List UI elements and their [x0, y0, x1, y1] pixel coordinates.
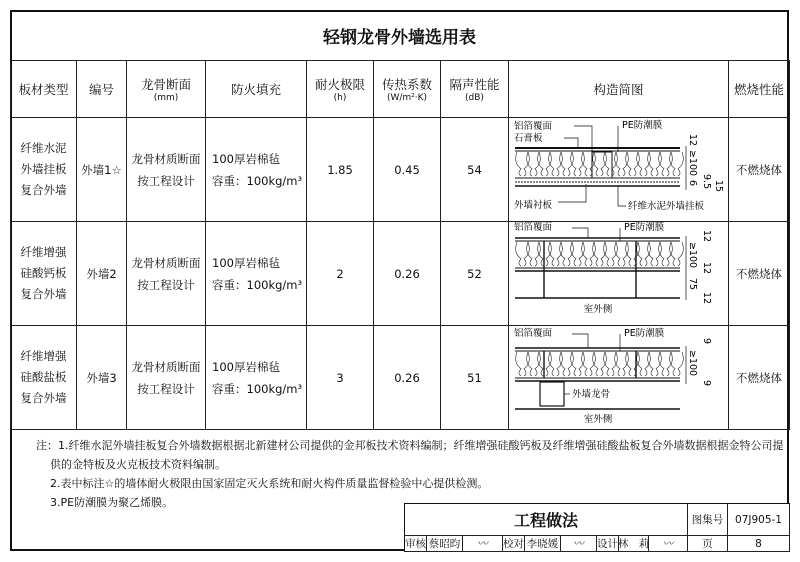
- diagram-label: PE防潮膜: [621, 120, 662, 131]
- cell-line: 容重：100kg/m³: [212, 277, 303, 292]
- cell-line: 纤维增强: [20, 245, 67, 259]
- header-label: 防火填充: [230, 82, 281, 97]
- column-header: [509, 61, 729, 118]
- header-unit: (W/m²·K): [386, 93, 428, 103]
- header-label: 板材类型: [18, 82, 69, 97]
- header-label: 龙骨断面: [140, 77, 191, 92]
- diagram-label: 石膏板: [513, 133, 543, 144]
- diagram-label: 9.5: [700, 174, 712, 190]
- heat-transfer: 0.26: [374, 222, 441, 326]
- diagram-label: 室外侧: [583, 304, 612, 315]
- check-label: 校对: [503, 538, 524, 550]
- atlas-label: 图集号: [688, 504, 728, 536]
- column-header: [441, 61, 509, 118]
- diagram-label: ≥100: [686, 242, 698, 269]
- column-header: [127, 61, 206, 118]
- page-label: 页: [688, 536, 728, 552]
- table-row: [11, 326, 790, 430]
- cell-line: 纤维水泥: [20, 141, 67, 155]
- cell-line: 硅酸盐板: [20, 370, 67, 384]
- construction-diagram-cell: [509, 326, 729, 430]
- cell-line: 复合外墙: [20, 183, 67, 197]
- construction-diagram-cell: [509, 222, 729, 326]
- notes: [36, 436, 786, 512]
- design-label: 设计: [597, 538, 618, 550]
- diagram-label: PE防潮膜: [623, 222, 664, 233]
- atlas-number: 07J905-1: [728, 504, 790, 536]
- page-number: 8: [728, 536, 790, 552]
- combustion-rating: 不燃烧体: [729, 222, 790, 326]
- table-row: [11, 118, 790, 222]
- diagram-label: 75: [686, 278, 698, 291]
- diagram-label: 12: [686, 134, 698, 147]
- cell-line: 龙骨材质断面: [131, 359, 201, 374]
- fire-filling: [206, 222, 307, 326]
- diagram-label: 12: [700, 230, 712, 243]
- header-label: 构造简图: [593, 82, 644, 97]
- header-label: 编号: [88, 82, 114, 97]
- cell-line: 容重：100kg/m³: [212, 381, 303, 396]
- cell-line: 龙骨材质断面: [131, 151, 201, 166]
- fire-filling: [206, 326, 307, 430]
- diagram-label: 9: [700, 380, 712, 387]
- header-label: 燃烧性能: [733, 82, 784, 97]
- wall-code: 外墙2: [77, 222, 127, 326]
- reviewer-signature: 〰: [463, 536, 503, 552]
- wall-selection-table: [10, 60, 790, 430]
- checker-name: 李晓媛: [525, 536, 561, 552]
- diagram-label: 6: [686, 180, 698, 187]
- header-label: 隔声性能: [449, 77, 500, 92]
- note-3: 3.PE防潮膜为聚乙烯膜。: [50, 496, 174, 509]
- cell-line: 复合外墙: [20, 287, 67, 301]
- header-label: 耐火极限: [314, 77, 365, 92]
- column-header: [11, 61, 77, 118]
- cell-line: 按工程设计: [137, 173, 195, 188]
- header-row: [11, 61, 790, 118]
- diagram-label: 室外侧: [583, 414, 612, 425]
- header-label: 传热系数: [381, 77, 432, 92]
- construction-diagram: [510, 326, 728, 426]
- cell-line: 容重：100kg/m³: [212, 173, 303, 188]
- diagram-label: 15: [712, 180, 724, 193]
- diagram-label: 外墙衬板: [513, 200, 552, 211]
- construction-diagram: [510, 222, 728, 322]
- diagram-label: 12: [700, 262, 712, 275]
- stud-section: [127, 326, 206, 430]
- cell-line: 硅酸钙板: [20, 266, 67, 280]
- sheet-title: 轻钢龙骨外墙选用表: [323, 27, 476, 48]
- cell-line: 龙骨材质断面: [131, 255, 201, 270]
- header-unit: (h): [333, 93, 347, 103]
- cell-line: 100厚岩棉毡: [212, 255, 280, 270]
- diagram-label: PE防潮膜: [623, 328, 664, 339]
- combustion-rating: 不燃烧体: [729, 326, 790, 430]
- column-header: [729, 61, 790, 118]
- diagram-label: ≥100: [686, 350, 698, 377]
- reviewer-name: 蔡昭昀: [427, 536, 463, 552]
- title-block: [404, 503, 790, 552]
- diagram-label: 纤维水泥外墙挂板: [627, 201, 704, 212]
- designer-name: 林 莉: [617, 538, 650, 550]
- construction-diagram-cell: [509, 118, 729, 222]
- board-type: [11, 222, 77, 326]
- sound-insulation: 51: [441, 326, 509, 430]
- diagram-label: 外墙龙骨: [571, 389, 610, 400]
- drawing-name: 工程做法: [405, 504, 688, 536]
- diagram-label: 铝箔覆面: [513, 328, 552, 339]
- heat-transfer: 0.26: [374, 326, 441, 430]
- construction-diagram: [510, 118, 728, 218]
- fire-resistance: 1.85: [307, 118, 374, 222]
- stud-section: [127, 222, 206, 326]
- diagram-label: 12: [700, 292, 712, 305]
- cell-line: 按工程设计: [137, 381, 195, 396]
- column-header: [206, 61, 307, 118]
- fire-resistance: 2: [307, 222, 374, 326]
- fire-filling: [206, 118, 307, 222]
- cell-line: 按工程设计: [137, 277, 195, 292]
- column-header: [307, 61, 374, 118]
- checker-signature: 〰: [561, 536, 597, 552]
- designer-signature: 〰: [649, 536, 688, 552]
- cell-line: 100厚岩棉毡: [212, 359, 280, 374]
- cell-line: 复合外墙: [20, 391, 67, 405]
- review-label: 审核: [405, 538, 426, 550]
- board-type: [11, 118, 77, 222]
- column-header: [374, 61, 441, 118]
- diagram-label: 铝箔覆面: [513, 121, 552, 132]
- wall-code: 外墙3: [77, 326, 127, 430]
- cell-line: 100厚岩棉毡: [212, 151, 280, 166]
- board-type: [11, 326, 77, 430]
- cell-line: 外墙挂板: [20, 162, 67, 176]
- stud-section: [127, 118, 206, 222]
- diagram-label: 铝箔覆面: [513, 222, 552, 233]
- diagram-label: ≥100: [686, 150, 698, 177]
- heat-transfer: 0.45: [374, 118, 441, 222]
- cell-line: 纤维增强: [20, 349, 67, 363]
- combustion-rating: 不燃烧体: [729, 118, 790, 222]
- header-unit: (mm): [153, 93, 179, 103]
- note-2: 2.表中标注☆的墙体耐火极限由国家固定灭火系统和耐火构件质量监督检验中心提供检测。: [50, 477, 489, 490]
- note-1: 注：1.纤维水泥外墙挂板复合外墙数据根据北新建材公司提供的金邦板技术资料编制；纤维增强硅酸钙板及纤维增强硅酸盐板复合外墙数据根据金特公司提供的金特板及火克板技术资料编制。: [36, 439, 784, 471]
- sound-insulation: 52: [441, 222, 509, 326]
- diagram-label: 9: [700, 338, 712, 345]
- wall-code: 外墙1☆: [77, 118, 127, 222]
- fire-resistance: 3: [307, 326, 374, 430]
- header-unit: (dB): [465, 93, 484, 103]
- sound-insulation: 54: [441, 118, 509, 222]
- table-row: [11, 222, 790, 326]
- column-header: [77, 61, 127, 118]
